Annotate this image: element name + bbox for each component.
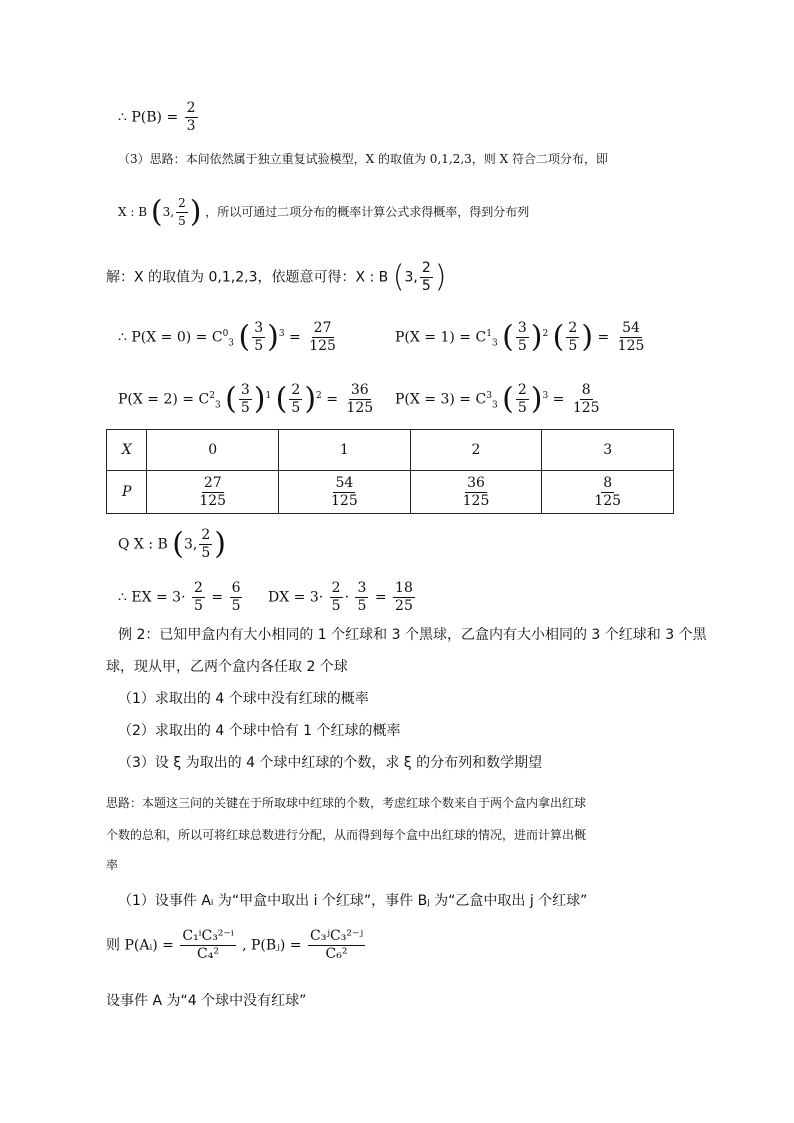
table-cell: $\frac{54}{125}$: [279, 471, 411, 514]
idea-line1: 思路：本题这三问的关键在于所取球中红球的个数，考虑红球个数来自于两个盒内拿出红球: [106, 796, 587, 810]
denominator: 3: [186, 118, 196, 134]
table-cell: 0: [147, 430, 279, 471]
prob-x3-lhs: P(X = 3) = C: [395, 391, 487, 408]
idea-line3: 率: [106, 858, 119, 872]
question3: （3）设 ξ 为取出的 4 个球中红球的个数，求 ξ 的分布列和数学期望: [118, 755, 543, 771]
prob-b-fraction: [185, 100, 198, 135]
then-mid-text: , P(Bⱼ) =: [242, 937, 302, 954]
q-binom-text: Q X : B: [118, 536, 168, 553]
prob-x1: $P(X = 1) = C^1_3$ ( $\frac{3}{5}$ )$^2$ ( $\frac{2}{5}$ ) = $\frac{54}{125}$: [395, 319, 645, 355]
table-cell: 1: [279, 430, 411, 471]
binom-label: X : B: [118, 205, 148, 219]
solution-line: 解：X 的取值为 0,1,2,3，依题意可得：X : B (3, $\frac{2}{5}$ ): [106, 259, 447, 295]
table-cell: X: [107, 430, 147, 471]
event-a-line: 设事件 A 为“4 个球中没有红球”: [106, 993, 307, 1009]
ex-text: ∴ EX = 3·: [118, 589, 186, 606]
table-cell: 2: [410, 430, 542, 471]
table-cell: $\frac{8}{125}$: [542, 471, 674, 514]
then-text: 则 P(Aᵢ) =: [106, 937, 174, 954]
binom-n: 3: [162, 205, 171, 219]
then-line: 则 P(Aᵢ) = $\frac{\text{C₁ⁱC₃²⁻ⁱ}}{\text{C₄²}}$ , P(Bⱼ) = $\frac{\text{C₃ʲC₃²⁻ʲ}}{\text{C₆²}}$: [106, 928, 364, 962]
denominator: 5: [178, 214, 186, 228]
distribution-table: [106, 429, 674, 514]
table-cell: $\frac{27}{125}$: [147, 471, 279, 514]
dx-text: DX = 3·: [268, 589, 324, 606]
solution-text: 解：X 的取值为 0,1,2,3，依题意可得：X : B: [106, 269, 389, 286]
question1: （1）求取出的 4 个球中没有红球的概率: [118, 691, 369, 707]
example2-line1: 例 2：已知甲盒内有大小相同的 1 个红球和 3 个黑球，乙盒内有大小相同的 3 个红球和 3 个黑: [118, 627, 707, 643]
prob-b-label: ∴ P(B) =: [118, 109, 179, 126]
question2: （2）求取出的 4 个球中恰有 1 个红球的概率: [118, 723, 401, 739]
events-line: （1）设事件 Aᵢ 为“甲盒中取出 i 个红球”，事件 Bⱼ 为“乙盒中取出 j 个红球”: [118, 893, 588, 909]
table-cell: 3: [542, 430, 674, 471]
expectation-line: ∴ EX = 3· $\frac{2}{5}$ = $\frac{6}{5}$: [118, 580, 241, 614]
variance-line: DX = 3· $\frac{2}{5}$ · $\frac{3}{5}$ = $\frac{18}{25}$: [268, 580, 413, 614]
table-cell: P: [107, 471, 147, 514]
numerator: 2: [176, 195, 188, 213]
step3-idea-text: ，所以可通过二项分布的概率计算公式求得概率，得到分布列: [205, 205, 530, 219]
prob-x1-lhs: P(X = 1) = C: [395, 329, 487, 346]
prob-x0-lhs: ∴ P(X = 0) = C: [118, 329, 223, 346]
prob-x2-lhs: P(X = 2) = C: [118, 391, 210, 408]
step3-idea-line2: X : B (3, $\frac{2}{5}$ ) ，所以可通过二项分布的概率计算公式求得概率，得到分布列: [118, 194, 530, 230]
prob-b-line: [118, 100, 200, 135]
prob-x0: ∴ $P(X = 0) = C^0_3$ ( $\frac{3}{5}$ )$^3$ = $\frac{27}{125}$: [118, 319, 336, 355]
table-cell: $\frac{36}{125}$: [410, 471, 542, 514]
prob-x3: $P(X = 3) = C^3_3$ ( $\frac{2}{5}$ )$^3$ = $\frac{8}{125}$: [395, 381, 600, 417]
idea-line2: 个数的总和，所以可将红球总数进行分配，从而得到每个盒中出红球的情况，进而计算出概: [106, 828, 587, 842]
table-row-probs: [107, 471, 674, 514]
step3-idea-line1: （3）思路：本问依然属于独立重复试验模型，X 的取值为 0,1,2,3，则 X 符合二项分布，即: [118, 152, 608, 166]
prob-x2: $P(X = 2) = C^2_3$ ( $\frac{3}{5}$ )$^1$ ( $\frac{2}{5}$ )$^2$ = $\frac{36}{125}$: [118, 381, 374, 417]
table-row-header: [107, 430, 674, 471]
q-binom-line: Q X : B (3, $\frac{2}{5}$ ): [118, 526, 226, 562]
example2-line2: 球，现从甲，乙两个盒内各任取 2 个球: [106, 659, 348, 675]
numerator: 2: [186, 100, 196, 116]
